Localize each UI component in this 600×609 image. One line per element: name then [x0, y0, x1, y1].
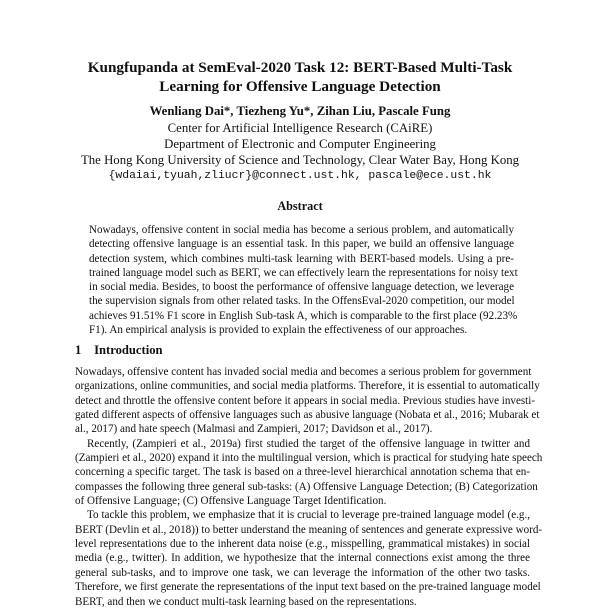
affiliation-line: Center for Artificial Intelligence Research (CAiRE)	[167, 121, 433, 135]
body-line: level representations due to the inherent data noise (e.g., misspelling, grammatical mistakes) in social	[75, 538, 530, 551]
abstract-line: in social media. Besides, to boost the performance of offensive language detection, we leverage	[89, 281, 514, 294]
body-line: BERT (Devlin et al., 2018)) to better understand the meaning of sentences and generate expressive word-	[75, 523, 543, 536]
paper-title	[0, 58, 600, 96]
abstract-line: detecting offensive language is an essential task. In this paper, we build an offensive language	[89, 238, 514, 251]
body-line: concerning a specific target. The task is based on a three-level hierarchical annotation schema that en-	[75, 466, 530, 479]
body-line: gated different aspects of offensive languages such as abusive language (Nobata et al., 2016; Mubarak et	[75, 409, 540, 422]
abstract-line: trained language model such as BERT, we can effectively learn the representations for noisy text	[89, 266, 518, 279]
body-line: Therefore, we first generate the representations of the input text based on the pre-trained language model	[75, 581, 541, 594]
body-line: media (e.g., twitter). In addition, we hypothesize that the internal connections exist among the three	[75, 552, 530, 565]
body-line: organizations, online communities, and social media platforms. Therefore, it is essential to automatically	[75, 380, 540, 393]
body-line: of Offensive Language; (C) Offensive Language Target Identification.	[75, 495, 387, 508]
title-line: Learning for Offensive Language Detection	[159, 78, 441, 95]
body-line: (Zampieri et al., 2020) expand it into the multilingual version, which is practical for studying hate speech	[75, 452, 543, 465]
body-line: To tackle this problem, we emphasize that it is crucial to leverage pre-trained language model (e.g.,	[87, 509, 530, 522]
section-number: 1	[75, 343, 82, 357]
abstract-line: the supervision signals from other related tasks. In the OffensEval-2020 competition, our model	[89, 295, 515, 308]
body-line: Nowadays, offensive content has invaded social media and becomes a serious problem for government	[75, 366, 532, 378]
body-line: general sub-tasks, and to improve one task, we can leverage the information of the other two tasks.	[75, 566, 530, 579]
body-line: compasses the following three general sub-tasks: (A) Offensive Language Detection; (B) Categorization	[75, 480, 538, 493]
section-heading	[75, 343, 163, 358]
abstract-line: achieves 91.51% F1 score in English Sub-task A, which is comparable to the first place (92.23%	[89, 309, 518, 322]
abstract-body	[89, 223, 518, 337]
affiliation-line: Department of Electronic and Computer Engineering	[164, 137, 436, 151]
introduction-body	[75, 365, 543, 609]
abstract-line: Nowadays, offensive content in social media has become a serious problem, and automatically	[89, 224, 514, 236]
title-line: Kungfupanda at SemEval-2020 Task 12: BERT-Based Multi-Task	[87, 59, 513, 76]
section-title: Introduction	[94, 343, 163, 357]
abstract-line: detection system, which combines multi-task learning with BERT-based models. Using a pre-	[89, 252, 514, 265]
body-line: al., 2017) and hate speech (Malmasi and Zampieri, 2017; Davidson et al., 2017).	[75, 423, 433, 436]
body-line: Recently, (Zampieri et al., 2019a) first studied the target of the offensive language in twitter and	[87, 437, 530, 450]
body-line: detect and throttle the offensive content before it appears in social media. Previous studies have investi-	[75, 394, 536, 407]
author-emails: {wdaiai,tyuah,zliucr}@connect.ust.hk, pascale@ece.ust.hk	[108, 170, 492, 182]
author-list: Wenliang Dai*, Tiezheng Yu*, Zihan Liu, Pascale Fung	[149, 104, 451, 118]
affiliation-line: The Hong Kong University of Science and Technology, Clear Water Bay, Hong Kong	[80, 153, 520, 167]
abstract-line: F1). An empirical analysis is provided to explain the effectiveness of our approaches.	[89, 324, 468, 337]
body-line: BERT, and then we conduct multi-task learning based on the representations.	[75, 595, 417, 608]
abstract-heading: Abstract	[277, 199, 323, 213]
